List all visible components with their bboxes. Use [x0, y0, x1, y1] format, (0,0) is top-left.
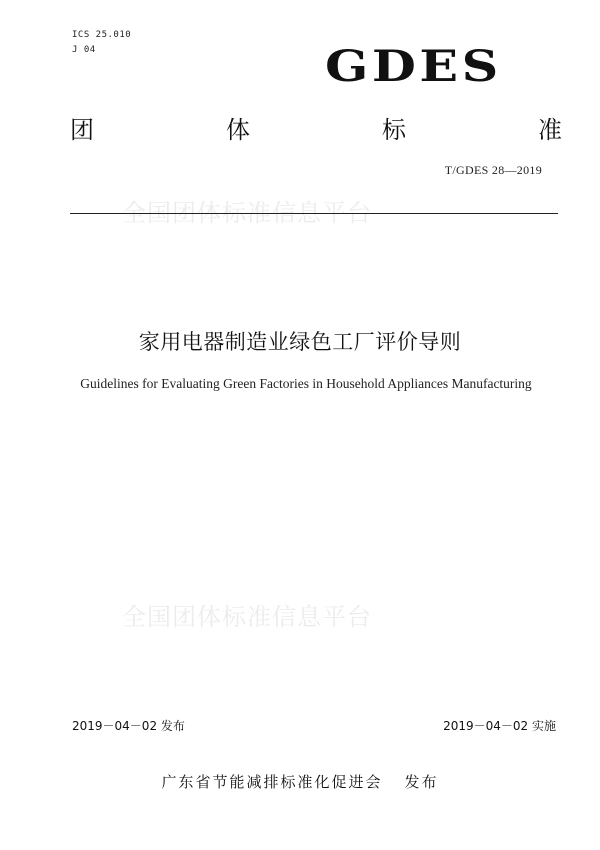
ccs-code: J 04 [72, 45, 96, 55]
implementation-date: 2019－04－02 实施 [443, 719, 556, 733]
document-title-en: Guidelines for Evaluating Green Factories in Household Appliances Manufacturing [80, 376, 532, 391]
publisher-action: 发布 [404, 773, 439, 791]
standard-number: T/GDES 28—2019 [444, 163, 542, 177]
header-divider [70, 213, 558, 214]
standard-type-char: 团 [70, 116, 94, 144]
standard-type-heading [70, 114, 562, 146]
standard-type-char: 准 [538, 116, 562, 144]
watermark: 全国团体标准信息平台 [122, 199, 372, 227]
standard-type-char: 标 [382, 116, 406, 144]
ics-code: ICS 25.010 [72, 30, 132, 40]
watermark: 全国团体标准信息平台 [122, 603, 372, 631]
gdes-logo: GDES [325, 42, 502, 92]
publisher-name: 广东省节能减排标准化促进会 [161, 773, 383, 791]
document-title-cn: 家用电器制造业绿色工厂评价导则 [138, 330, 462, 354]
publisher-line [0, 771, 600, 792]
standard-type-char: 体 [226, 116, 250, 144]
issue-date: 2019－04－02 发布 [72, 719, 185, 733]
